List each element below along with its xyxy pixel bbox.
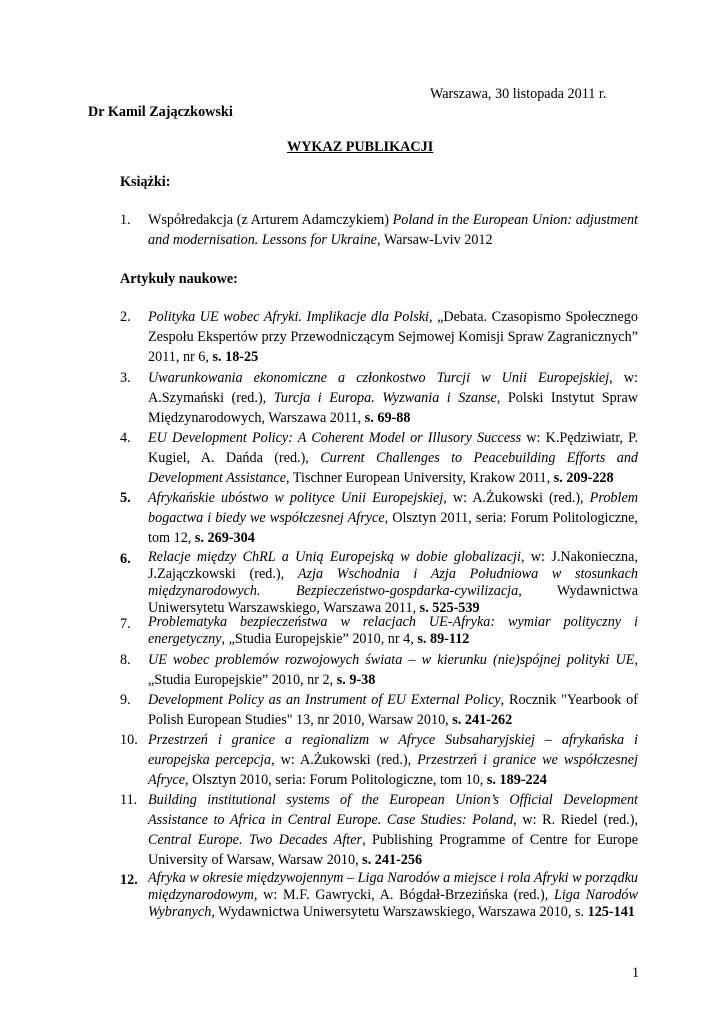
entry-number: 6. xyxy=(120,551,131,567)
citation-pages: 125-141 xyxy=(587,904,635,920)
entry-citation xyxy=(148,488,638,548)
author-name: Dr Kamil Zajączkowski xyxy=(88,104,233,120)
entry-citation xyxy=(148,549,638,617)
entry-citation xyxy=(148,690,638,730)
entry-number: 7. xyxy=(120,616,131,632)
citation-text: , Wydawnictwa Uniwersytetu Warszawskiego, Warszawa 2011, xyxy=(148,583,638,616)
entry-citation xyxy=(148,650,638,690)
entry-number: 4. xyxy=(120,430,131,446)
entry-number: 1. xyxy=(120,212,131,228)
citation-title: Development Policy as an Instrument of EU External Policy xyxy=(148,692,501,708)
section-heading-books: Książki: xyxy=(120,174,171,190)
citation-pages: s. 189-224 xyxy=(486,772,547,788)
citation-text: , Rocznik "Yearbook of Polish European Studies" 13, nr 2010, Warsaw 2010, xyxy=(148,692,638,728)
citation-text: , Wydawnictwa Uniwersytetu Warszawskiego, Warszawa 2010, s. xyxy=(211,904,588,920)
citation-title: Problematyka bezpieczeństwa w relacjach UE-Afryka: wymiar polityczny i energetyczny xyxy=(148,614,638,647)
page-number: 1 xyxy=(632,965,640,981)
entry-citation xyxy=(148,428,638,488)
entry-citation xyxy=(148,210,638,250)
citation-pages: s. 525-539 xyxy=(419,600,480,616)
citation-text: , Olsztyn 2010, seria: Forum Politologiczne, tom 10, xyxy=(185,772,487,788)
document-title: WYKAZ PUBLIKACJI xyxy=(287,139,434,155)
citation-text: , Tischner European University, Krakow 2011, xyxy=(286,470,554,486)
citation-text: , „Studia Europejskie” 2010, nr 4, xyxy=(221,631,418,647)
entry-citation xyxy=(148,730,638,790)
citation-pages: s. 69-88 xyxy=(364,410,411,426)
citation-text: , w: A.Żukowski (red.), xyxy=(271,752,418,768)
citation-pages: s. 241-262 xyxy=(452,712,513,728)
citation-title: EU Development Policy: A Coherent Model or Illusory Success xyxy=(148,430,522,446)
entry-citation xyxy=(148,790,638,870)
citation-text: , Publishing Programme of Centre for Europe University of Warsaw, Warsaw 2010, xyxy=(148,832,638,868)
citation-title: Afrykańskie ubóstwo w polityce Unii Europejskiej xyxy=(148,490,444,506)
citation-pages: s. 89-112 xyxy=(417,631,470,647)
document-date: Warszawa, 30 listopada 2011 r. xyxy=(430,86,607,102)
entry-number: 11. xyxy=(120,792,138,808)
citation-pages: s. 9-38 xyxy=(336,672,376,688)
citation-title: Current Challenges to Peacebuilding Efforts and Development Assistance xyxy=(148,450,639,486)
citation-pages: s. 241-256 xyxy=(362,852,423,868)
citation-title: UE wobec problemów rozwojowych świata – w kierunku (nie)spójnej polityki UE xyxy=(148,652,635,668)
section-heading-articles: Artykuły naukowe: xyxy=(120,271,238,287)
entry-citation xyxy=(148,614,638,648)
entry-number: 8. xyxy=(120,652,131,668)
citation-text: Współredakcja (z Arturem Adamczykiem) xyxy=(148,212,393,228)
citation-text: , Warsaw-Lviv 2012 xyxy=(376,232,493,248)
entry-citation xyxy=(148,307,638,367)
citation-title: Poland in the European Union: adjustment and modernisation. Lessons for Ukraine xyxy=(148,212,638,248)
citation-title: Central Europe. Two Decades After xyxy=(148,832,363,848)
citation-text: , w: R. Riedel (red.), xyxy=(513,812,639,828)
citation-text: , w: J.Nakonieczna, J.Zajączkowski (red.), xyxy=(148,549,638,582)
citation-title: Uwarunkowania ekonomiczne a członkostwo Turcji w Unii Europejskiej xyxy=(148,370,610,386)
entry-number: 3. xyxy=(120,370,131,386)
citation-text: , „Debata. Czasopismo Społecznego Zespołu Ekspertów przy Przewodniczącym Sejmowej Komisji Spraw Zagranicznych” 2011, nr 6, xyxy=(148,309,638,365)
citation-title: Przestrzeń i granice a regionalizm w Afryce Subsaharyjskiej – afrykańska i europejska percepcja xyxy=(148,732,638,768)
entry-number: 12. xyxy=(120,872,138,888)
citation-title: Building institutional systems of the European Union’s Official Development Assistance to Africa in Central Europe. Case Studies: Poland xyxy=(148,792,638,828)
entry-citation xyxy=(148,368,638,428)
entry-number: 10. xyxy=(120,732,138,748)
citation-text: , Olsztyn 2011, seria: Forum Politologiczne, tom 12, xyxy=(148,510,638,546)
citation-title: Relacje między ChRL a Unią Europejską w dobie globalizacji xyxy=(148,549,521,565)
entry-number: 9. xyxy=(120,692,131,708)
entry-number: 2. xyxy=(120,309,131,325)
citation-text: , w: A.Szymański (red.), xyxy=(148,370,638,406)
citation-text: , w: M.F. Gawrycki, A. Bógdał-Brzezińska (red.), xyxy=(253,887,554,903)
citation-title: Turcja i Europa. Wyzwania i Szanse xyxy=(273,390,497,406)
citation-pages: s. 269-304 xyxy=(194,530,255,546)
citation-title: Azja Wschodnia i Azja Południowa w stosunkach międzynarodowych. Bezpieczeństwo-gospdarka-cywilizacja xyxy=(148,566,639,599)
citation-text: , Polski Instytut Spraw Międzynarodowych, Warszawa 2011, xyxy=(148,390,638,426)
citation-title: Problem bogactwa i biedy we współczesnej Afryce xyxy=(148,490,638,526)
citation-text: , w: A.Żukowski (red.), xyxy=(443,490,590,506)
citation-pages: s. 18-25 xyxy=(212,349,259,365)
citation-text: w: K.Pędziwiatr, P. Kugiel, A. Dańda (red.), xyxy=(148,430,639,466)
citation-title: Przestrzeń i granice we współczesnej Afryce xyxy=(148,752,638,788)
citation-text: , „Studia Europejskie” 2010, nr 2, xyxy=(148,652,638,688)
entry-citation xyxy=(148,870,638,921)
citation-title: Polityka UE wobec Afryki. Implikacje dla Polski xyxy=(148,309,429,325)
citation-title: Liga Narodów Wybranych xyxy=(148,887,638,920)
entry-number: 5. xyxy=(120,490,131,506)
citation-pages: s. 209-228 xyxy=(553,470,614,486)
citation-title: Afryka w okresie międzywojennym – Liga Narodów a miejsce i rola Afryki w porządku międzynarodowym xyxy=(148,870,638,903)
